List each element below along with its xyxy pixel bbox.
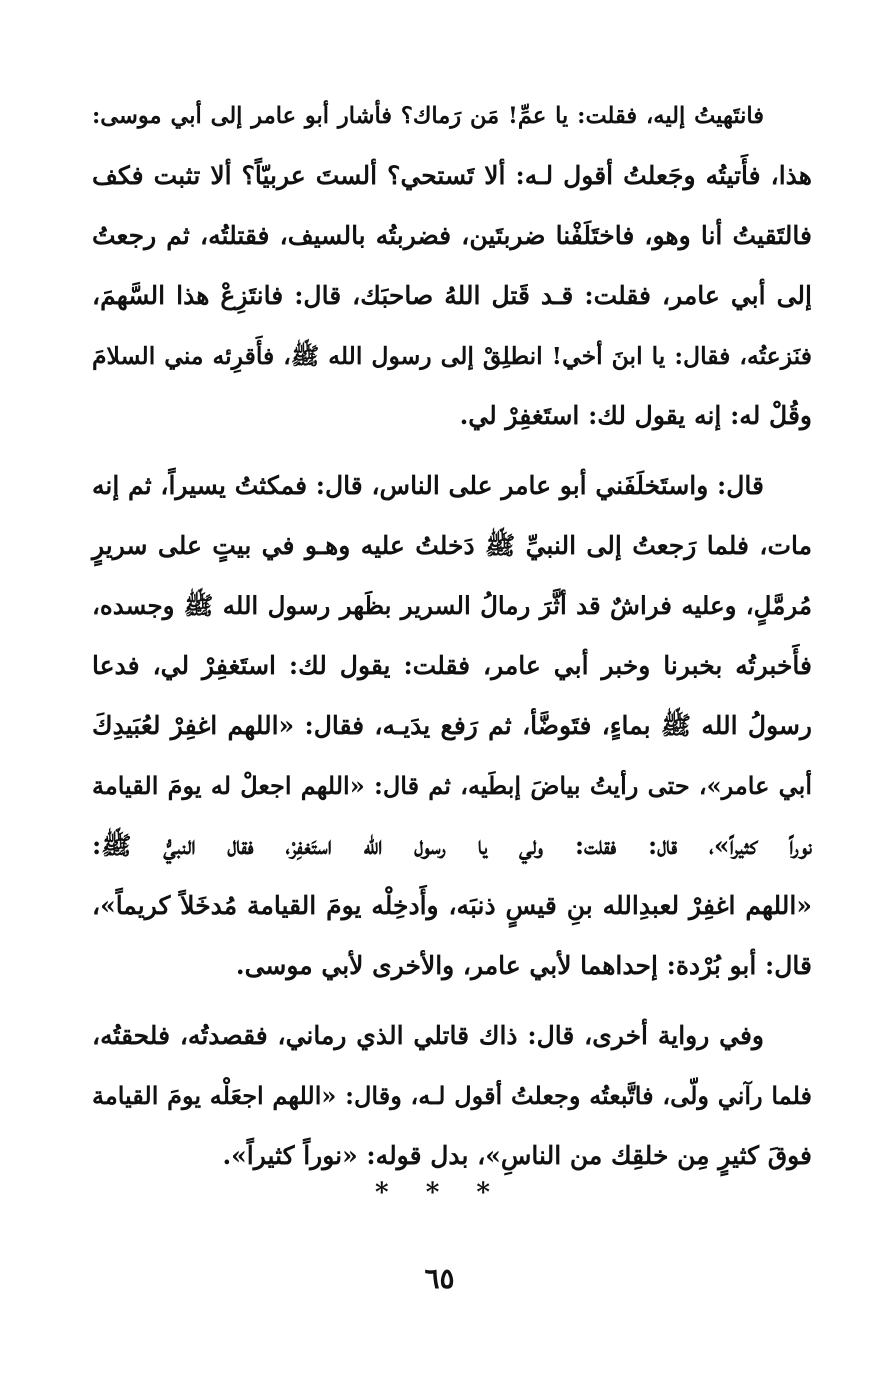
paragraph-gap — [92, 996, 812, 1006]
paragraph-3 — [92, 1006, 812, 1186]
text-line: قال: أبو بُرْدة: إحداهما لأبي عامر، والأخرى لأبي موسى. — [235, 951, 812, 980]
text-line: مات، فلما رَجعتُ إلى النبيِّ ﷺ دَخلتُ عليه وهـو في بيتٍ على سريرٍ — [92, 531, 812, 560]
paragraph-1 — [92, 86, 812, 446]
text-line: أبي عامر»، حتى رأيتُ بياضَ إبطَيه، ثم قال: «اللهم اجعلْ له يومَ القيامة — [92, 771, 812, 800]
text-line: رسولُ الله ﷺ بماءٍ، فتَوضَّأ، ثم رَفع يدَيـه، فقال: «اللهم اغفِرْ لعُبَيدِكَ — [92, 711, 812, 740]
paragraph-2 — [92, 456, 812, 996]
text-line: «اللهم اغفِرْ لعبدِالله بنِ قيسٍ ذنبَه، وأَدخِلْه يومَ القيامة مُدخَلاً كريماً»، — [92, 891, 812, 920]
text-line: فانتَهيتُ إليه، فقلت: يا عمِّ! مَن رَماك؟ فأشار أبو عامر إلى أبي موسى: — [92, 103, 764, 129]
text-line: فأَخبرتُه بخبرنا وخبر أبي عامر، فقلت: يقول لك: استَغفِرْ لي، فدعا — [92, 651, 812, 680]
text-line: فنَزعتُه، فقال: يا ابنَ أخي! انطلِقْ إلى رسول الله ﷺ، فأَقرِئه مني السلامَ — [92, 342, 812, 370]
page-body — [92, 86, 812, 1186]
text-line: مُرمَّلٍ، وعليه فراشٌ قد أثَّرَ رمالُ السرير بظَهر رسول الله ﷺ وجسده، — [92, 591, 812, 620]
section-separator: * * * — [375, 1178, 504, 1208]
text-line: قال: واستَخلَفَني أبو عامر على الناس، قال: فمكثتُ يسيراً، ثم إنه — [92, 471, 764, 500]
text-line: فوقَ كثيرٍ مِن خلقِك من الناسِ»، بدل قوله: «نوراً كثيراً». — [222, 1141, 812, 1170]
text-line: وفي رواية أخرى، قال: ذاك قاتلي الذي رماني، فقصدتُه، فلحقتُه، — [92, 1021, 764, 1050]
text-line: فالتَقيتُ أنا وهو، فاختَلَفْنا ضربتَين، فضربتُه بالسيف، فقتلتُه، ثم رجعتُ — [92, 221, 812, 250]
page-number: ٦٥ — [424, 1262, 455, 1295]
text-line: وقُلْ له: إنه يقول لك: استَغفِرْ لي. — [459, 401, 812, 430]
text-line: إلى أبي عامر، فقلت: قـد قَتل اللهُ صاحبَك، قال: فانتَزِعْ هذا السَّهمَ، — [92, 281, 812, 310]
text-line: نوراً كثيراً»، قال: فقلت: ولي يا رسول الله استَغفِرْ، فقال النبيُّ ﷺ: — [92, 831, 812, 860]
text-line: هذا، فأَتيتُه وجَعلتُ أقول لـه: ألا تَستحي؟ ألستَ عربيّاً؟ ألا تثبت فكف — [92, 161, 812, 190]
paragraph-gap — [92, 446, 812, 456]
text-line: فلما رآني ولّى، فاتَّبعتُه وجعلتُ أقول لـه، وقال: «اللهم اجعَلْه يومَ القيامة — [92, 1081, 812, 1110]
